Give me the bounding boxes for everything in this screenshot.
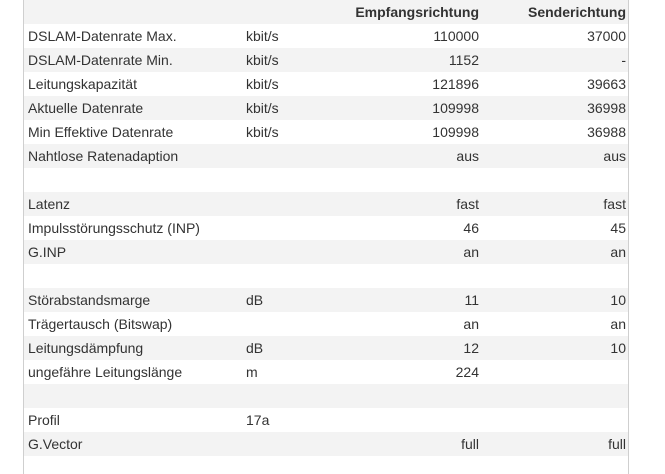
table-header-row — [24, 0, 628, 24]
table-row — [24, 96, 628, 120]
row-unit — [242, 432, 354, 456]
row-send-value: 45 — [610, 220, 626, 236]
row-send-value — [481, 168, 628, 192]
row-send-value: 39663 — [587, 76, 626, 92]
row-send-value: full — [608, 436, 626, 452]
row-receive-value: 12 — [463, 340, 479, 356]
row-send-value: 10 — [610, 292, 626, 308]
row-unit — [242, 144, 354, 168]
row-receive-value: 110000 — [433, 28, 479, 44]
row-send-value: fast — [603, 196, 626, 212]
row-label: DSLAM-Datenrate Min. — [28, 52, 173, 68]
row-receive-value — [354, 384, 481, 408]
table-row — [24, 72, 628, 96]
row-receive-value — [354, 408, 481, 432]
row-send-value — [481, 408, 628, 432]
row-receive-value — [354, 264, 481, 288]
row-send-value — [481, 360, 628, 384]
dsl-line-info-panel — [23, 0, 629, 474]
row-label: Nahtlose Ratenadaption — [28, 148, 179, 164]
row-send-value — [481, 384, 628, 408]
row-send-value: an — [610, 316, 626, 332]
table-row — [24, 144, 628, 168]
row-receive-value: full — [461, 436, 479, 452]
header-receive-direction: Empfangsrichtung — [355, 4, 479, 20]
row-label: G.INP — [28, 244, 67, 260]
table-row — [24, 336, 628, 360]
row-label: G.Vector — [28, 436, 83, 452]
row-send-value: 37000 — [587, 28, 626, 44]
row-send-value: an — [610, 244, 626, 260]
row-receive-value: 224 — [455, 364, 479, 380]
table-row — [24, 120, 628, 144]
row-send-value: 10 — [610, 340, 626, 356]
row-unit: dB — [246, 292, 264, 308]
row-label: Leitungskapazität — [28, 76, 137, 92]
row-unit — [242, 264, 354, 288]
row-label: Profil — [28, 412, 60, 428]
row-unit — [242, 192, 354, 216]
row-send-value — [481, 264, 628, 288]
table-row — [24, 312, 628, 336]
table-row — [24, 240, 628, 264]
table-row — [24, 432, 628, 456]
row-label — [24, 168, 242, 192]
row-label: Impulsstörungsschutz (INP) — [28, 220, 200, 236]
row-send-value: 36988 — [587, 124, 626, 140]
row-send-value: 36998 — [587, 100, 626, 116]
dsl-spectrum-table — [24, 0, 628, 456]
header-send-direction: Senderichtung — [527, 4, 626, 20]
table-row — [24, 360, 628, 384]
row-label — [24, 384, 242, 408]
row-unit: kbit/s — [246, 52, 279, 68]
row-receive-value: aus — [456, 148, 479, 164]
row-label: ungefähre Leitungslänge — [28, 364, 183, 380]
row-receive-value: 109998 — [432, 100, 479, 116]
row-unit — [242, 312, 354, 336]
row-unit: m — [246, 364, 258, 380]
row-unit — [242, 216, 354, 240]
row-receive-value: fast — [456, 196, 479, 212]
row-unit: 17a — [246, 412, 270, 428]
table-row — [24, 48, 628, 72]
row-unit — [242, 240, 354, 264]
table-row — [24, 24, 628, 48]
row-unit: kbit/s — [246, 100, 279, 116]
row-unit — [242, 168, 354, 192]
row-receive-value — [354, 168, 481, 192]
row-receive-value: 109998 — [432, 124, 479, 140]
row-label: DSLAM-Datenrate Max. — [28, 28, 177, 44]
spacer-row — [24, 264, 628, 288]
table-row — [24, 288, 628, 312]
row-label: Leitungsdämpfung — [28, 340, 144, 356]
spacer-row — [24, 168, 628, 192]
row-receive-value: 11 — [464, 292, 479, 308]
spacer-row — [24, 384, 628, 408]
table-row — [24, 192, 628, 216]
row-label — [24, 264, 242, 288]
row-unit — [242, 384, 354, 408]
table-row — [24, 408, 628, 432]
row-receive-value: 121896 — [432, 76, 479, 92]
row-unit: kbit/s — [246, 124, 279, 140]
row-label: Latenz — [28, 196, 71, 212]
row-label: Trägertausch (Bitswap) — [28, 316, 173, 332]
row-label: Störabstandsmarge — [28, 292, 151, 308]
row-label: Min Effektive Datenrate — [28, 124, 174, 140]
row-receive-value: an — [463, 244, 479, 260]
row-send-value: aus — [603, 148, 626, 164]
row-receive-value: an — [463, 316, 479, 332]
row-unit: dB — [246, 340, 264, 356]
row-label: Aktuelle Datenrate — [28, 100, 144, 116]
row-unit: kbit/s — [246, 28, 279, 44]
row-send-value: - — [621, 52, 626, 68]
row-receive-value: 46 — [463, 220, 479, 236]
row-unit: kbit/s — [246, 76, 279, 92]
row-receive-value: 1152 — [448, 52, 479, 68]
table-row — [24, 216, 628, 240]
header-label — [24, 0, 242, 24]
header-unit — [242, 0, 354, 24]
